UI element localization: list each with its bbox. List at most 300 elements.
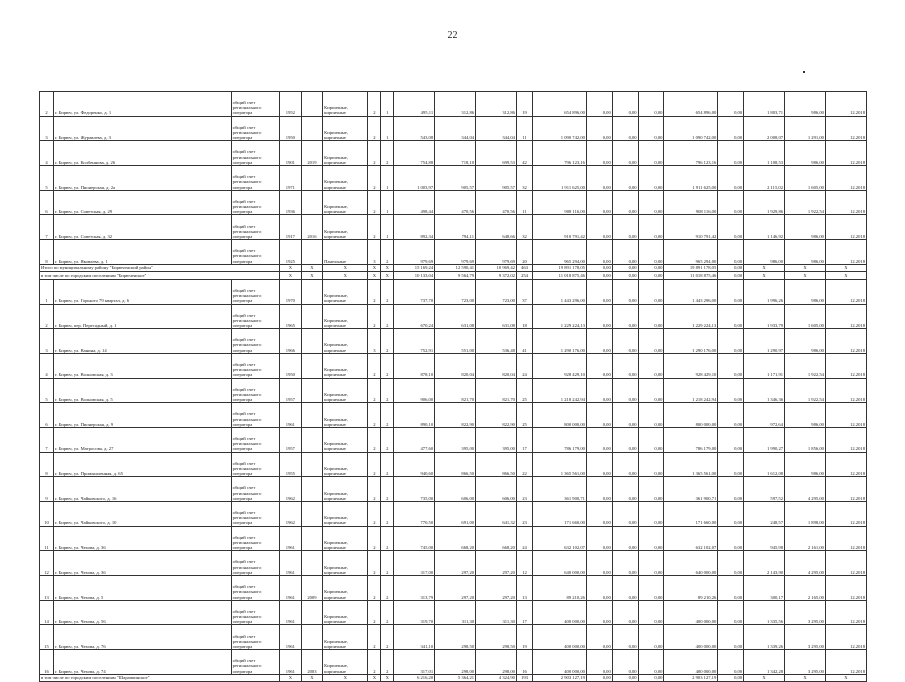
cell-c1: 0,00 bbox=[586, 264, 612, 272]
cell-year-built: 1961 bbox=[280, 600, 302, 625]
cell-unit-limit: 3 295,00 bbox=[785, 625, 826, 650]
cell-floors: 2 bbox=[368, 378, 381, 403]
cell-entrances: 2 bbox=[381, 526, 394, 551]
cell-area-total: 10 133,04 bbox=[394, 272, 435, 280]
table-row bbox=[40, 240, 867, 265]
cell-unit-cost: 597,52 bbox=[744, 477, 785, 502]
cell-residents: 23 bbox=[516, 502, 532, 527]
cell-year-built: 1950 bbox=[280, 353, 302, 378]
cell-floors: 2 bbox=[368, 403, 381, 428]
subtotal-row bbox=[40, 272, 867, 280]
cell-c1: 0,00 bbox=[586, 477, 612, 502]
cell-residents: 19 bbox=[516, 625, 532, 650]
cell-unit-cost: 1 933,79 bbox=[744, 304, 785, 329]
cell-area-b: 668,20 bbox=[476, 526, 517, 551]
cell-cost-total: 19 891 178,05 bbox=[533, 264, 587, 272]
cell-unit-limit: 986,00 bbox=[785, 452, 826, 477]
cell-floors: 3 bbox=[368, 240, 381, 265]
cell-year-reconstr bbox=[301, 329, 323, 354]
cell-floors: 2 bbox=[368, 526, 381, 551]
cell-year-reconstr bbox=[301, 502, 323, 527]
cell-c1: 0,00 bbox=[586, 215, 612, 240]
cell-area-a: 631,08 bbox=[435, 304, 476, 329]
scan-speck bbox=[803, 71, 805, 73]
cell-method: общий счет регионального оператора bbox=[231, 240, 279, 265]
cell-c2: 0,00 bbox=[612, 427, 638, 452]
cell-unit-limit: X bbox=[785, 272, 826, 280]
cell-unit-cost: 2 143,90 bbox=[744, 551, 785, 576]
cell-area-a: 297,20 bbox=[435, 576, 476, 601]
cell-unit-cost: 1 342,28 bbox=[744, 650, 785, 675]
cell-deadline: 12.2018 bbox=[825, 526, 866, 551]
cell-area-total: 341,10 bbox=[394, 625, 435, 650]
cell-residents: 17 bbox=[516, 427, 532, 452]
cell-floors: 2 bbox=[368, 576, 381, 601]
cell-address: г. Бирюч, ул. Чайковского, д. 16 bbox=[53, 477, 231, 502]
cell-flag: X bbox=[301, 264, 323, 272]
cell-entrances: 2 bbox=[381, 477, 394, 502]
cell-unit-limit: 3 295,00 bbox=[785, 650, 826, 675]
cell-method: общий счет регионального оператора bbox=[231, 526, 279, 551]
cell-method: общий счет регионального оператора bbox=[231, 477, 279, 502]
cell-deadline: 12.2018 bbox=[825, 215, 866, 240]
cell-c3: 0,00 bbox=[638, 190, 664, 215]
cell-area-a: 794,11 bbox=[435, 215, 476, 240]
cell-wall: Кирпичные, кирпичные bbox=[323, 551, 368, 576]
cell-c4: 0,00 bbox=[718, 551, 744, 576]
cell-entrances: 1 bbox=[381, 190, 394, 215]
cell-year-built: 1962 bbox=[280, 502, 302, 527]
cell-c1: 0,00 bbox=[586, 650, 612, 675]
cell-c1: 0,00 bbox=[586, 600, 612, 625]
cell-unit-limit: 1 605,00 bbox=[785, 166, 826, 191]
cell-year-built: 1917 bbox=[280, 215, 302, 240]
cell-area-b: 821,70 bbox=[476, 378, 517, 403]
cell-c3: 0,00 bbox=[638, 452, 664, 477]
cell-cost-own: 400 000,00 bbox=[664, 600, 718, 625]
cell-no: 3 bbox=[40, 329, 54, 354]
cell-c3: 0,00 bbox=[638, 141, 664, 166]
cell-no: 13 bbox=[40, 576, 54, 601]
table-row bbox=[40, 452, 867, 477]
cell-c3: 0,00 bbox=[638, 304, 664, 329]
cell-entrances: 2 bbox=[381, 600, 394, 625]
table-row bbox=[40, 116, 867, 141]
cell-unit-limit: 1 922,54 bbox=[785, 353, 826, 378]
cell-floors: 2 bbox=[368, 141, 381, 166]
cell-cost-total: 796 123,16 bbox=[533, 141, 587, 166]
cell-no: 12 bbox=[40, 551, 54, 576]
cell-area-total: 770,50 bbox=[394, 502, 435, 527]
cell-area-b: 298,00 bbox=[476, 650, 517, 675]
cell-area-b: 311,30 bbox=[476, 600, 517, 625]
cell-cost-own: 796 123,16 bbox=[664, 141, 718, 166]
cell-entrances: 2 bbox=[381, 551, 394, 576]
cell-wall: Кирпичные, кирпичные bbox=[323, 600, 368, 625]
cell-method: общий счет регионального оператора bbox=[231, 166, 279, 191]
cell-residents: 32 bbox=[516, 166, 532, 191]
cell-unit-cost: 1 990,27 bbox=[744, 427, 785, 452]
cell-residents: 24 bbox=[516, 353, 532, 378]
subtotal-label: в том числе по городским поселениям "Шарапкинское" bbox=[40, 674, 280, 682]
cell-c4: 0,00 bbox=[718, 190, 744, 215]
cell-address: г. Бирюч, ул. Чехова, д. 5 bbox=[53, 576, 231, 601]
cell-cost-total: 1 090 742,00 bbox=[533, 116, 587, 141]
cell-no: 4 bbox=[40, 141, 54, 166]
cell-wall: Кирпичные, кирпичные bbox=[323, 166, 368, 191]
cell-cost-own: 640 000,00 bbox=[664, 551, 718, 576]
cell-area-a: 9 564,79 bbox=[435, 272, 476, 280]
table-row bbox=[40, 329, 867, 354]
cell-method: общий счет регионального оператора bbox=[231, 92, 279, 117]
cell-c3: 0,00 bbox=[638, 674, 664, 682]
cell-c1: 0,00 bbox=[586, 304, 612, 329]
table-row bbox=[40, 477, 867, 502]
cell-area-total: 752,91 bbox=[394, 329, 435, 354]
cell-flag: X bbox=[381, 674, 394, 682]
cell-no: 15 bbox=[40, 625, 54, 650]
cell-wall: Кирпичные, кирпичные bbox=[323, 304, 368, 329]
cell-year-built: 1952 bbox=[280, 92, 302, 117]
cell-floors: 2 bbox=[368, 304, 381, 329]
cell-unit-cost: X bbox=[744, 272, 785, 280]
cell-area-a: 470,56 bbox=[435, 190, 476, 215]
cell-address: г. Бирюч, ул. Чехова, д. 76 bbox=[53, 625, 231, 650]
cell-unit-cost: 1 346,36 bbox=[744, 378, 785, 403]
cell-area-b: 641,32 bbox=[476, 502, 517, 527]
cell-cost-total: 1 218 242,94 bbox=[533, 378, 587, 403]
cell-area-b: 312,86 bbox=[476, 92, 517, 117]
cell-unit-cost: 248,57 bbox=[744, 502, 785, 527]
cell-cost-total: 640 000,00 bbox=[533, 551, 587, 576]
cell-unit-limit: 986,00 bbox=[785, 141, 826, 166]
cell-flag: X bbox=[368, 272, 381, 280]
cell-wall: Кирпичные, кирпичные bbox=[323, 92, 368, 117]
cell-c1: 0,00 bbox=[586, 92, 612, 117]
cell-c3: 0,00 bbox=[638, 576, 664, 601]
cell-no: 7 bbox=[40, 427, 54, 452]
cell-c4: 0,00 bbox=[718, 427, 744, 452]
cell-unit-limit: 986,00 bbox=[785, 240, 826, 265]
cell-c2: 0,00 bbox=[612, 141, 638, 166]
cell-c2: 0,00 bbox=[612, 600, 638, 625]
cell-cost-own: 908 116,00 bbox=[664, 190, 718, 215]
cell-deadline: 12.2018 bbox=[825, 279, 866, 304]
cell-area-total: 745,00 bbox=[394, 526, 435, 551]
cell-floors: 2 bbox=[368, 600, 381, 625]
cell-entrances: 1 bbox=[381, 92, 394, 117]
cell-method: общий счет регионального оператора bbox=[231, 116, 279, 141]
capital-repair-table bbox=[39, 91, 867, 682]
cell-unit-limit: 3 295,00 bbox=[785, 600, 826, 625]
cell-wall: Кирпичные, кирпичные bbox=[323, 190, 368, 215]
cell-address: г. Бирюч, пер. Пересадный, д. 1 bbox=[53, 304, 231, 329]
cell-address: г. Бирюч, ул. Советская, д. 32 bbox=[53, 215, 231, 240]
cell-year-reconstr bbox=[301, 551, 323, 576]
cell-deadline: 12.2018 bbox=[825, 141, 866, 166]
cell-c4: 0,00 bbox=[718, 264, 744, 272]
cell-unit-cost: 986,00 bbox=[744, 240, 785, 265]
cell-entrances: 1 bbox=[381, 215, 394, 240]
cell-area-b: 4 324,90 bbox=[476, 674, 517, 682]
cell-area-total: 319,70 bbox=[394, 600, 435, 625]
cell-area-b: 10 969,42 bbox=[476, 264, 517, 272]
cell-wall: Кирпичные, кирпичные bbox=[323, 477, 368, 502]
cell-residents: 463 bbox=[516, 264, 532, 272]
cell-address: г. Бирюч, ул. Чехова, д. 56 bbox=[53, 600, 231, 625]
cell-unit-limit: 4 295,00 bbox=[785, 477, 826, 502]
cell-cost-total: 89 210,26 bbox=[533, 576, 587, 601]
cell-unit-cost: 2 008,07 bbox=[744, 116, 785, 141]
cell-method: общий счет регионального оператора bbox=[231, 190, 279, 215]
cell-wall: Кирпичные, кирпичные bbox=[323, 452, 368, 477]
cell-wall: Кирпичные, кирпичные bbox=[323, 215, 368, 240]
cell-cost-total: 171 660,00 bbox=[533, 502, 587, 527]
cell-deadline: 12.2018 bbox=[825, 304, 866, 329]
cell-c2: 0,00 bbox=[612, 353, 638, 378]
cell-c4: 0,00 bbox=[718, 576, 744, 601]
cell-area-a: 12 590,41 bbox=[435, 264, 476, 272]
cell-method: общий счет регионального оператора bbox=[231, 650, 279, 675]
cell-deadline: 12.2018 bbox=[825, 477, 866, 502]
cell-c2: 0,00 bbox=[612, 279, 638, 304]
cell-c3: 0,00 bbox=[638, 329, 664, 354]
cell-unit-limit: 986,00 bbox=[785, 329, 826, 354]
cell-area-b: 298,50 bbox=[476, 625, 517, 650]
cell-area-total: 313,79 bbox=[394, 576, 435, 601]
cell-floors: 2 bbox=[368, 92, 381, 117]
cell-unit-limit: 1 605,00 bbox=[785, 304, 826, 329]
cell-area-b: 470,56 bbox=[476, 190, 517, 215]
cell-unit-limit: 986,00 bbox=[785, 92, 826, 117]
cell-deadline: X bbox=[825, 674, 866, 682]
cell-c4: 0,00 bbox=[718, 304, 744, 329]
cell-unit-limit: X bbox=[785, 264, 826, 272]
cell-area-a: 5 364,21 bbox=[435, 674, 476, 682]
cell-c3: 0,00 bbox=[638, 477, 664, 502]
cell-year-reconstr bbox=[301, 526, 323, 551]
cell-deadline: 12.2018 bbox=[825, 452, 866, 477]
table-row bbox=[40, 215, 867, 240]
cell-method: общий счет регионального оператора bbox=[231, 600, 279, 625]
cell-address: г. Бирюч, ул. Федоренко, д. 1 bbox=[53, 92, 231, 117]
cell-address: г. Бирюч, ул. Чехова, д. 74 bbox=[53, 650, 231, 675]
cell-flag: X bbox=[280, 272, 302, 280]
cell-year-built: 1961 bbox=[280, 576, 302, 601]
cell-year-built: 1925 bbox=[280, 240, 302, 265]
cell-c3: 0,00 bbox=[638, 264, 664, 272]
cell-c3: 0,00 bbox=[638, 403, 664, 428]
cell-unit-limit: X bbox=[785, 674, 826, 682]
cell-address: г. Бирюч, ул. Чехова, д. 36 bbox=[53, 551, 231, 576]
cell-entrances: 2 bbox=[381, 403, 394, 428]
cell-floors: 2 bbox=[368, 650, 381, 675]
cell-address: г. Бирюч, ул. Промышленная, д. 65 bbox=[53, 452, 231, 477]
table-row bbox=[40, 576, 867, 601]
cell-c2: 0,00 bbox=[612, 92, 638, 117]
cell-area-a: 866,50 bbox=[435, 452, 476, 477]
cell-c3: 0,00 bbox=[638, 353, 664, 378]
cell-area-a: 298,00 bbox=[435, 650, 476, 675]
cell-unit-limit: 4 295,00 bbox=[785, 551, 826, 576]
cell-year-reconstr bbox=[301, 378, 323, 403]
cell-entrances: 2 bbox=[381, 650, 394, 675]
cell-cost-own: 800 000,00 bbox=[664, 403, 718, 428]
cell-area-b: 905,57 bbox=[476, 166, 517, 191]
cell-c1: 0,00 bbox=[586, 272, 612, 280]
cell-cost-total: 1 229 224,13 bbox=[533, 304, 587, 329]
cell-area-b: 297,20 bbox=[476, 551, 517, 576]
cell-method: общий счет регионального оператора bbox=[231, 304, 279, 329]
cell-c2: 0,00 bbox=[612, 116, 638, 141]
cell-cost-total: 908 116,00 bbox=[533, 190, 587, 215]
cell-area-a: 606,00 bbox=[435, 477, 476, 502]
cell-unit-cost: 1 996,26 bbox=[744, 279, 785, 304]
cell-area-b: 9 372,02 bbox=[476, 272, 517, 280]
cell-area-a: 344,04 bbox=[435, 116, 476, 141]
cell-area-total: 477,60 bbox=[394, 427, 435, 452]
cell-area-total: 906,00 bbox=[394, 378, 435, 403]
cell-c1: 0,00 bbox=[586, 452, 612, 477]
cell-cost-own: 965 294,00 bbox=[664, 240, 718, 265]
cell-address: г. Бирюч, ул. Горького 79 квартал, д. 6 bbox=[53, 279, 231, 304]
cell-address: г. Бирюч, ул. Журавлева, д. 3 bbox=[53, 116, 231, 141]
cell-c3: 0,00 bbox=[638, 427, 664, 452]
cell-cost-own: 1 290 176,00 bbox=[664, 329, 718, 354]
cell-cost-own: 19 891 178,05 bbox=[664, 264, 718, 272]
cell-c4: 0,00 bbox=[718, 477, 744, 502]
cell-residents: 20 bbox=[516, 240, 532, 265]
cell-entrances: 1 bbox=[381, 116, 394, 141]
cell-address: г. Бирюч, ул. Чехова, д. 36 bbox=[53, 526, 231, 551]
table-row bbox=[40, 304, 867, 329]
cell-cost-own: 1 911 625,00 bbox=[664, 166, 718, 191]
cell-residents: 17 bbox=[516, 600, 532, 625]
cell-floors: 3 bbox=[368, 329, 381, 354]
cell-deadline: 12.2018 bbox=[825, 502, 866, 527]
cell-flag: X bbox=[301, 674, 323, 682]
cell-wall: Кирпичные, кирпичные bbox=[323, 329, 368, 354]
cell-c2: 0,00 bbox=[612, 264, 638, 272]
cell-year-reconstr bbox=[301, 403, 323, 428]
cell-floors: 2 bbox=[368, 477, 381, 502]
cell-cost-total: 400 000,00 bbox=[533, 625, 587, 650]
cell-cost-total: 786 179,00 bbox=[533, 427, 587, 452]
cell-area-b: 648,66 bbox=[476, 215, 517, 240]
cell-area-a: 691,00 bbox=[435, 502, 476, 527]
cell-wall: Кирпичные, кирпичные bbox=[323, 526, 368, 551]
cell-cost-own: 1 229 224,13 bbox=[664, 304, 718, 329]
cell-year-reconstr: 2016 bbox=[301, 215, 323, 240]
cell-year-built: 1961 bbox=[280, 551, 302, 576]
cell-c4: 0,00 bbox=[718, 674, 744, 682]
cell-no: 10 bbox=[40, 502, 54, 527]
cell-year-built: 1957 bbox=[280, 427, 302, 452]
cell-c2: 0,00 bbox=[612, 190, 638, 215]
cell-residents: 22 bbox=[516, 452, 532, 477]
cell-cost-total: 1 911 625,00 bbox=[533, 166, 587, 191]
cell-area-b: 822,90 bbox=[476, 403, 517, 428]
cell-address: г. Бирюч, ул. Ванина, д. 14 bbox=[53, 329, 231, 354]
cell-year-built: 1966 bbox=[280, 329, 302, 354]
cell-cost-own: 654 896,00 bbox=[664, 92, 718, 117]
cell-year-built: 1970 bbox=[280, 279, 302, 304]
cell-wall: Кирпичные, кирпичные bbox=[323, 576, 368, 601]
cell-c1: 0,00 bbox=[586, 378, 612, 403]
cell-residents: 25 bbox=[516, 403, 532, 428]
cell-c4: 0,00 bbox=[718, 526, 744, 551]
cell-deadline: 12.2018 bbox=[825, 625, 866, 650]
cell-c2: 0,00 bbox=[612, 502, 638, 527]
cell-area-total: 15 169,24 bbox=[394, 264, 435, 272]
cell-method: общий счет регионального оператора bbox=[231, 215, 279, 240]
cell-c3: 0,00 bbox=[638, 279, 664, 304]
cell-unit-cost: 300,17 bbox=[744, 576, 785, 601]
cell-method: общий счет регионального оператора bbox=[231, 403, 279, 428]
cell-cost-own: 171 660,00 bbox=[664, 502, 718, 527]
cell-area-total: 878,10 bbox=[394, 353, 435, 378]
cell-year-built: 1962 bbox=[280, 477, 302, 502]
cell-deadline: 12.2018 bbox=[825, 427, 866, 452]
subtotal-label: Итого по муниципальному району "Бирюченский район" bbox=[40, 264, 280, 272]
cell-flag: X bbox=[381, 272, 394, 280]
cell-c4: 0,00 bbox=[718, 625, 744, 650]
cell-c3: 0,00 bbox=[638, 625, 664, 650]
cell-no: 3 bbox=[40, 116, 54, 141]
cell-cost-total: 361 900,71 bbox=[533, 477, 587, 502]
cell-area-total: 670,24 bbox=[394, 304, 435, 329]
cell-c1: 0,00 bbox=[586, 329, 612, 354]
cell-c1: 0,00 bbox=[586, 116, 612, 141]
table-row bbox=[40, 526, 867, 551]
cell-c1: 0,00 bbox=[586, 576, 612, 601]
cell-area-a: 821,70 bbox=[435, 378, 476, 403]
cell-method: общий счет регионального оператора bbox=[231, 427, 279, 452]
cell-residents: 42 bbox=[516, 141, 532, 166]
cell-flag: X bbox=[280, 674, 302, 682]
cell-area-b: 723,00 bbox=[476, 279, 517, 304]
cell-deadline: X bbox=[825, 264, 866, 272]
cell-c2: 0,00 bbox=[612, 329, 638, 354]
cell-area-b: 606,00 bbox=[476, 477, 517, 502]
cell-cost-own: 400 000,00 bbox=[664, 625, 718, 650]
cell-c1: 0,00 bbox=[586, 625, 612, 650]
cell-area-total: 495,11 bbox=[394, 92, 435, 117]
cell-c1: 0,00 bbox=[586, 403, 612, 428]
cell-method: общий счет регионального оператора bbox=[231, 141, 279, 166]
cell-deadline: 12.2018 bbox=[825, 240, 866, 265]
cell-area-total: 940,60 bbox=[394, 452, 435, 477]
cell-deadline: 12.2018 bbox=[825, 403, 866, 428]
cell-entrances: 2 bbox=[381, 427, 394, 452]
cell-area-a: 668,20 bbox=[435, 526, 476, 551]
cell-address: г. Бирюч, ул. Пионерская, д. 2а bbox=[53, 166, 231, 191]
cell-area-a: 312,86 bbox=[435, 92, 476, 117]
cell-flag: X bbox=[280, 264, 302, 272]
cell-c4: 0,00 bbox=[718, 272, 744, 280]
cell-unit-limit: 2 161,00 bbox=[785, 526, 826, 551]
cell-deadline: 12.2018 bbox=[825, 353, 866, 378]
cell-address: г. Бирюч, ул. Яковлева, д. 1 bbox=[53, 240, 231, 265]
cell-area-total: 1 003,97 bbox=[394, 166, 435, 191]
cell-unit-cost: 1 803,71 bbox=[744, 92, 785, 117]
cell-floors: 2 bbox=[368, 452, 381, 477]
cell-year-reconstr bbox=[301, 279, 323, 304]
cell-no: 1 bbox=[40, 279, 54, 304]
cell-c4: 0,00 bbox=[718, 240, 744, 265]
subtotal-row bbox=[40, 674, 867, 682]
cell-area-a: 905,57 bbox=[435, 166, 476, 191]
